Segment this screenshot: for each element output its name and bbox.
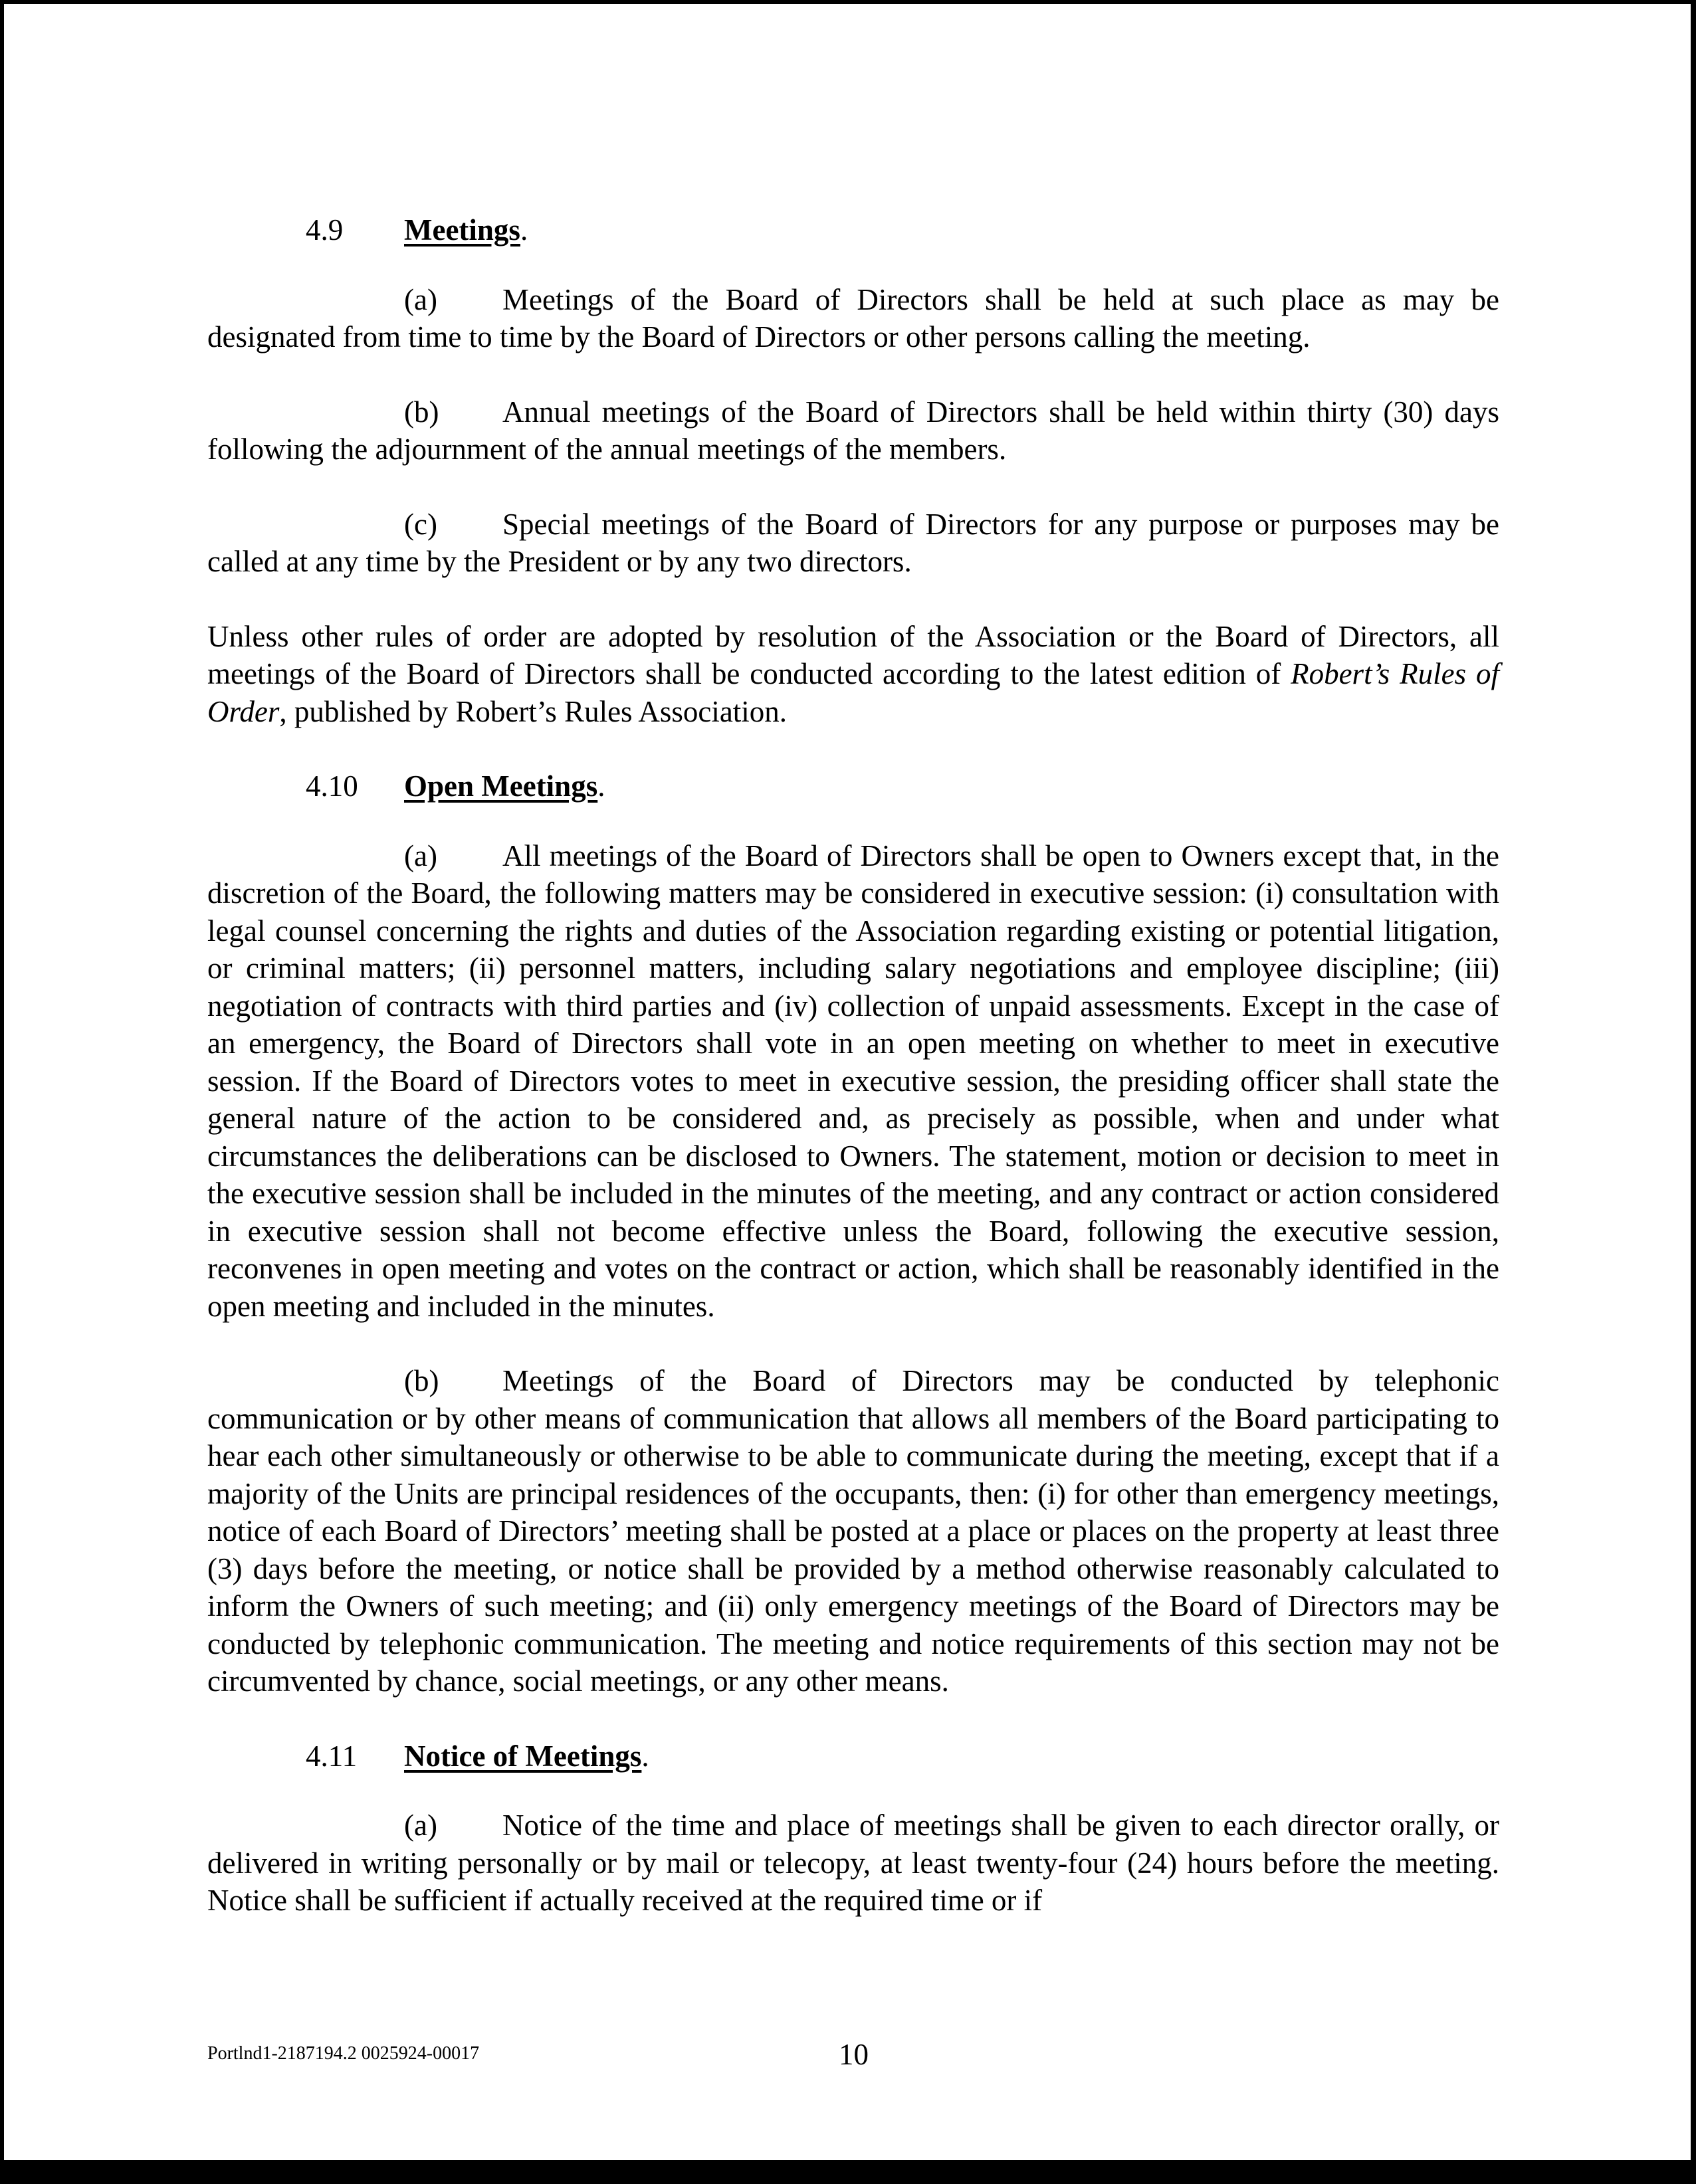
clause-label: (a) [404,282,437,316]
section-4-9-b [207,393,1499,468]
clause-text: Special meetings of the Board of Directors for any purpose or purposes may be called at any time by the President or by any two directors. [207,507,1499,578]
clause-label: (b) [404,1364,439,1397]
section-4-11-heading: 4.11 Notice of Meetings. [207,1737,1499,1775]
clause-text: All meetings of the Board of Directors shall be open to Owners except that, in the discretion of the Board, the following matters may be considered in executive session: (i) consultation with legal counsel concerning the rights and duties of the Association regarding existing or potential litigation, or criminal matters; (ii) personnel matters, including salary negotiations and employee discipline; (iii) negotiation of contracts with third parties and (iv) collection of unpaid assessments. Except in the case of an emergency, the Board of Directors shall vote in an open meeting on whether to meet in executive session. If the Board of Directors votes to meet in executive session, the presiding officer shall state the general nature of the action to be considered and, as precisely as possible, when and under what circumstances the deliberations can be disclosed to Owners. The statement, motion or decision to meet in the executive session shall be included in the minutes of the meeting, and any contract or action considered in executive session shall not become effective unless the Board, following the executive session, reconvenes in open meeting and votes on the contract or action, which shall be reasonably identified in the open meeting and included in the minutes. [207,839,1499,1323]
section-4-10-b [207,1362,1499,1700]
clause-label: (c) [404,507,437,541]
clause-text: Meetings of the Board of Directors may be conducted by telephonic communication or by other means of communication that allows all members of the Board participating to hear each other simultaneously or otherwise to be able to communicate during the meeting, except that if a majority of the Units are principal residences of the occupants, then: (i) for other than emergency meetings, notice of each Board of Directors’ meeting shall be posted at a place or places on the property at least three (3) days before the meeting, or notice shall be provided by a method otherwise reasonably calculated to inform the Owners of such meeting; and (ii) only emergency meetings of the Board of Directors may be conducted by telephonic communication. The meeting and notice requirements of this section may not be circumvented by chance, social meetings, or any other means. [207,1364,1499,1698]
clause-label: (b) [404,395,439,429]
section-number: 4.10 [306,769,358,803]
section-number: 4.11 [306,1739,358,1773]
rules-text-pre: Unless other rules of order are adopted by resolution of the Association or the Board of Directors, all meetings of the Board of Directors shall be conducted according to the latest edition of [207,619,1499,690]
section-title: Notice of Meetings [404,1739,642,1773]
scan-border-left [0,0,4,2184]
clause-label: (a) [404,1809,437,1842]
section-title: Meetings [404,213,520,247]
section-4-10-a [207,837,1499,1326]
scan-border-right [1691,0,1696,2184]
section-4-10-heading: 4.10 Open Meetings. [207,767,1499,805]
rules-book-title: Robert’s Rules of Order [207,657,1499,728]
footer-document-id: Portlnd1-2187194.2 0025924-00017 [207,2043,480,2064]
section-4-9-a [207,281,1499,356]
section-4-11-a [207,1807,1499,1920]
rules-text-post: , published by Robert’s Rules Association. [279,694,788,728]
document-body [207,211,1499,1920]
clause-text: Meetings of the Board of Directors shall be held at such place as may be designated from time to time by the Board of Directors or other persons calling the meeting. [207,282,1499,353]
clause-text: Annual meetings of the Board of Directors shall be held within thirty (30) days following the adjournment of the annual meetings of the members. [207,395,1499,466]
section-number: 4.9 [306,213,344,247]
scan-border-bottom [0,2160,1696,2184]
section-4-9-c [207,506,1499,581]
scan-border-top [0,0,1696,4]
rules-of-order-paragraph [207,618,1499,731]
clause-text: Notice of the time and place of meetings shall be given to each director orally, or delivered in writing personally or by mail or telecopy, at least twenty-four (24) hours before the meeting. Notice shall be sufficient if actually received at the required time or if [207,1809,1499,1917]
clause-label: (a) [404,839,437,872]
page-number: 10 [839,2038,869,2071]
section-title: Open Meetings [404,769,598,803]
section-4-9-heading: 4.9 Meetings. [207,211,1499,249]
